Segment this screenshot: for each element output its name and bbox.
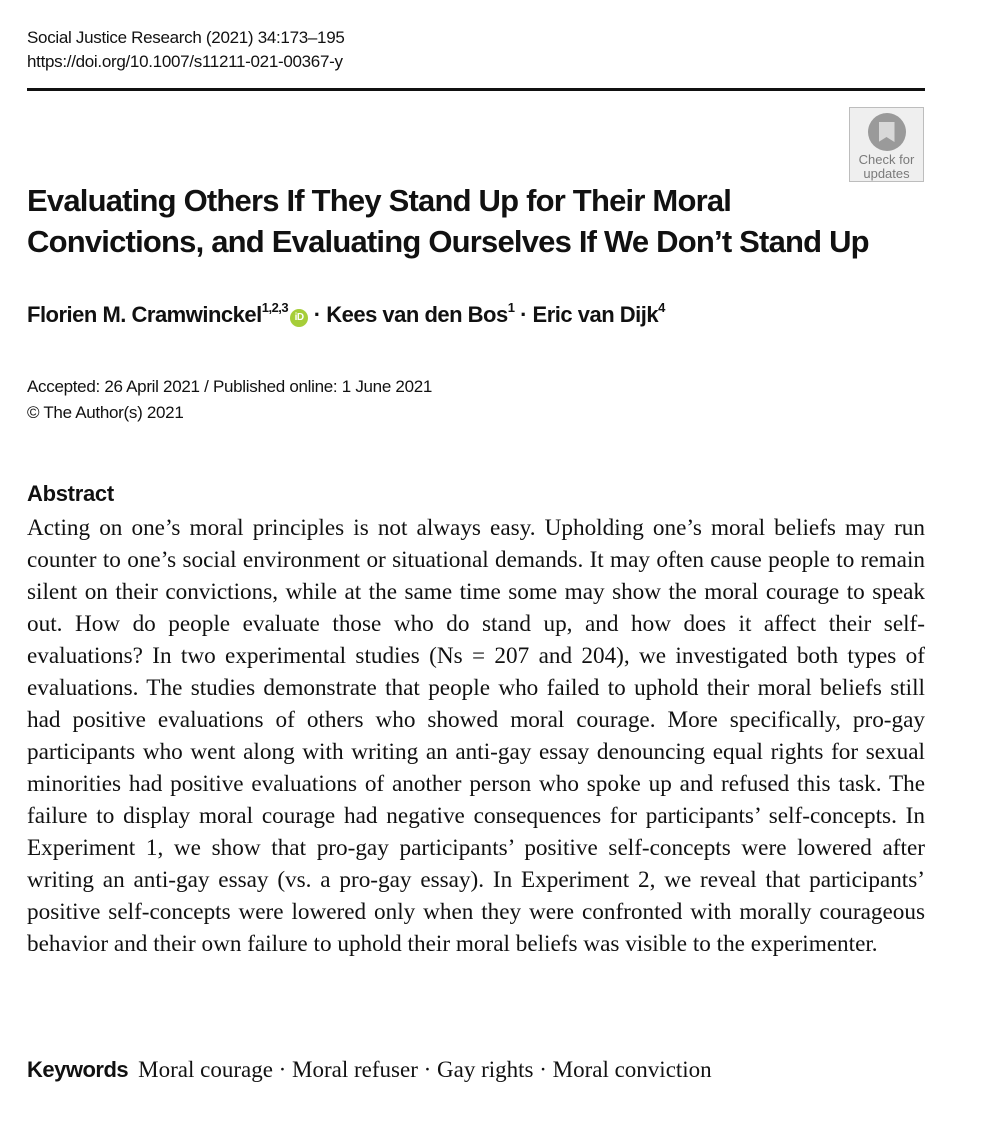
author-separator: · <box>514 302 533 327</box>
author-name[interactable]: Eric van Dijk <box>532 302 659 327</box>
author-affiliation: 4 <box>658 300 665 315</box>
doi-link[interactable]: https://doi.org/10.1007/s11211-021-00367-y <box>27 52 343 71</box>
orcid-icon[interactable]: iD <box>290 309 308 327</box>
copyright-notice: © The Author(s) 2021 <box>27 403 184 422</box>
author-list <box>27 300 665 328</box>
keywords-section <box>27 1057 712 1083</box>
crossmark-bookmark-icon <box>868 113 906 151</box>
check-for-updates-button[interactable] <box>849 107 924 182</box>
journal-header <box>27 26 345 74</box>
author-affiliation: 1 <box>507 300 515 315</box>
journal-citation: Social Justice Research (2021) 34:173–195 <box>27 28 345 47</box>
publication-dates: Accepted: 26 April 2021 / Published online: 1 June 2021 <box>27 377 433 396</box>
author-separator: · <box>308 302 327 327</box>
author-affiliation: 1,2,3 <box>261 300 289 315</box>
author-name[interactable]: Kees van den Bos <box>326 302 508 327</box>
author-name[interactable]: Florien M. Cramwinckel <box>27 302 262 327</box>
article-title: Evaluating Others If They Stand Up for Their Moral Convictions, and Evaluating Ourselves If We Don’t Stand Up <box>27 183 869 259</box>
keywords-list: Moral courage · Moral refuser · Gay rights · Moral conviction <box>138 1057 712 1082</box>
crossmark-line2: updates <box>863 166 910 181</box>
publication-info <box>27 374 432 426</box>
abstract-heading: Abstract <box>27 481 114 506</box>
keywords-label: Keywords <box>27 1057 129 1082</box>
header-divider <box>27 88 925 91</box>
crossmark-line1: Check for <box>858 152 915 167</box>
abstract-text: Acting on one’s moral principles is not always easy. Upholding one’s moral beliefs may run counter to one’s social environment or situational demands. It may often cause people to remain silent on their convictions, while at the same time some may show the moral courage to speak out. How do people evaluate those who do stand up, and how does it affect their self-evaluations? In two experimental studies (Ns = 207 and 204), we investigated both types of evaluations. The studies demonstrate that people who failed to uphold their moral beliefs still had positive evaluations of others who showed moral courage. More specifically, pro-gay participants who went along with writing an anti-gay essay denouncing equal rights for sexual minorities had positive evaluations of another person who spoke up and refused this task. The failure to display moral courage had negative consequences for participants’ self-concepts. In Experiment 1, we show that pro-gay participants’ positive self-concepts were lowered after writing an anti-gay essay (vs. a pro-gay essay). In Experiment 2, we reveal that participants’ positive self-concepts were lowered only when they were confronted with morally courageous behavior and their own failure to uphold their moral beliefs was visible to the experimenter. <box>27 515 925 957</box>
